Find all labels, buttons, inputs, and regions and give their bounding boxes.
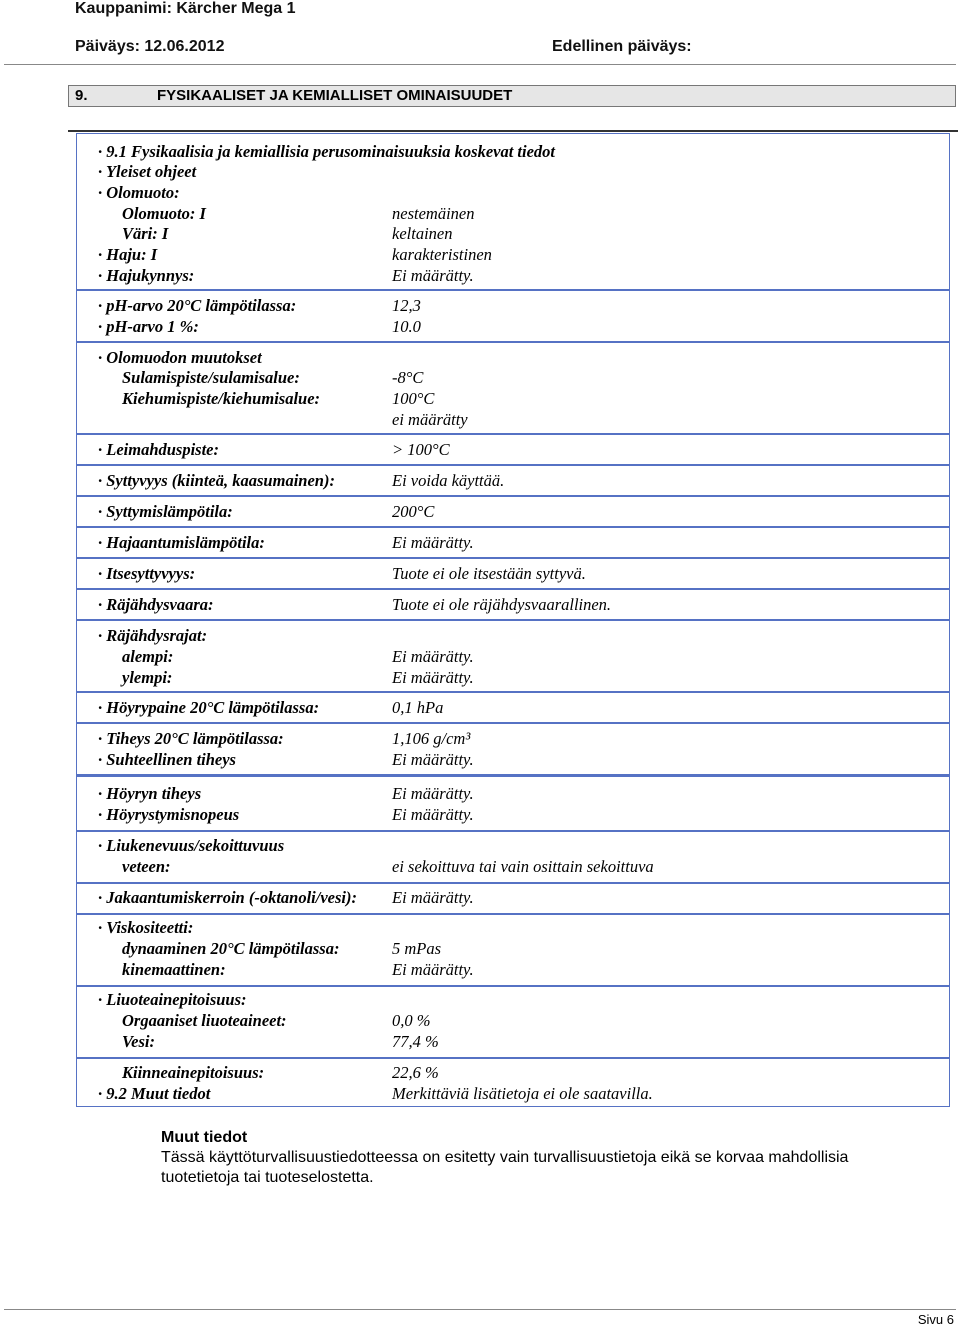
previous-date: Edellinen päiväys: — [552, 38, 692, 55]
property-value: 1,106 g/cm³ — [392, 729, 471, 748]
property-value: Ei määrätty. — [392, 266, 474, 285]
panel-separator — [77, 774, 949, 777]
property-label: Sulamispiste/sulamisalue: — [122, 368, 300, 387]
property-label: · pH-arvo 1 %: — [98, 317, 199, 336]
property-label: · Olomuodon muutokset — [98, 348, 262, 367]
property-row — [77, 182, 949, 203]
page-number: Sivu 6 — [917, 1312, 954, 1327]
panel-separator — [77, 495, 949, 497]
property-value: Ei määrätty. — [392, 960, 474, 979]
property-row — [77, 563, 949, 584]
property-label: · Yleiset ohjeet — [98, 162, 197, 181]
property-row — [77, 501, 949, 522]
panel-separator — [77, 913, 949, 915]
header-divider — [4, 64, 956, 65]
property-row — [77, 728, 949, 749]
property-row — [77, 1010, 949, 1031]
property-label: · Jakaantumiskerroin (-oktanoli/vesi): — [98, 888, 357, 907]
panel-separator — [77, 830, 949, 832]
panel-separator — [77, 557, 949, 559]
property-value: 100°C — [392, 389, 435, 408]
property-value: 200°C — [392, 502, 435, 521]
property-row — [77, 1031, 949, 1052]
property-row — [77, 917, 949, 938]
property-value: ei sekoittuva tai vain osittain sekoittuva — [392, 857, 654, 876]
property-row — [77, 856, 949, 877]
property-label: · 9.1 Fysikaalisia ja kemiallisia perusominaisuuksia koskevat tiedot — [98, 142, 555, 161]
property-value: 0,1 hPa — [392, 698, 444, 717]
property-label: · 9.2 Muut tiedot — [98, 1084, 211, 1103]
property-value: keltainen — [392, 224, 453, 243]
property-row — [77, 804, 949, 825]
property-label: Vesi: — [122, 1032, 155, 1051]
property-label: · Syttymislämpötila: — [98, 502, 233, 521]
property-row — [77, 1062, 949, 1083]
property-label: Kiehumispiste/kiehumisalue: — [122, 389, 321, 408]
property-row — [77, 347, 949, 368]
property-value: 10.0 — [392, 317, 421, 336]
properties-panel — [76, 133, 950, 1107]
property-value: Ei määrätty. — [392, 888, 474, 907]
other-info-title: Muut tiedot — [161, 1129, 248, 1146]
property-row — [77, 367, 949, 388]
panel-separator — [77, 433, 949, 435]
property-row — [77, 470, 949, 491]
property-label: · Höyrystymisnopeus — [98, 805, 240, 824]
property-value: -8°C — [392, 368, 424, 387]
property-value: 77,4 % — [392, 1032, 439, 1051]
property-row — [77, 1083, 949, 1104]
property-label: alempi: — [122, 647, 174, 666]
property-label: · Räjähdysvaara: — [98, 595, 214, 614]
property-value: 5 mPas — [392, 939, 442, 958]
panel-separator — [77, 985, 949, 987]
property-label: Kiinneainepitoisuus: — [122, 1063, 265, 1082]
property-label: ylempi: — [122, 668, 173, 687]
property-label: · Räjähdysrajat: — [98, 626, 208, 645]
panel-separator — [77, 882, 949, 884]
property-value: 12,3 — [392, 296, 421, 315]
property-label: · Haju: I — [98, 245, 158, 264]
property-label: kinemaattinen: — [122, 960, 226, 979]
panel-separator — [77, 1057, 949, 1059]
panel-separator — [77, 526, 949, 528]
property-value: nestemäinen — [392, 204, 475, 223]
property-value: Tuote ei ole itsestään syttyvä. — [392, 564, 586, 583]
property-row — [77, 223, 949, 244]
property-row — [77, 409, 949, 430]
property-label: dynaaminen 20°C lämpötilassa: — [122, 939, 340, 958]
property-row — [77, 989, 949, 1010]
property-row — [77, 439, 949, 460]
property-label: · Syttyvyys (kiinteä, kaasumainen): — [98, 471, 335, 490]
property-value: > 100°C — [392, 440, 450, 459]
section-rule — [68, 130, 958, 132]
panel-separator — [77, 691, 949, 693]
panel-separator — [77, 341, 949, 343]
property-value: Ei määrätty. — [392, 668, 474, 687]
property-value: Ei määrätty. — [392, 533, 474, 552]
property-row — [77, 295, 949, 316]
property-label: Olomuoto: I — [122, 204, 206, 223]
property-value: Ei määrätty. — [392, 750, 474, 769]
property-value: ei määrätty — [392, 410, 468, 429]
property-label: · Höyrypaine 20°C lämpötilassa: — [98, 698, 320, 717]
property-label: · Suhteellinen tiheys — [98, 750, 236, 769]
property-value: karakteristinen — [392, 245, 492, 264]
property-value: 22,6 % — [392, 1063, 439, 1082]
property-row — [77, 959, 949, 980]
property-row — [77, 625, 949, 646]
property-row — [77, 938, 949, 959]
footer-divider — [4, 1309, 956, 1310]
property-label: · Leimahduspiste: — [98, 440, 220, 459]
panel-separator — [77, 464, 949, 466]
other-info-text: Tässä käyttöturvallisuustiedotteessa on esitetty vain turvallisuustietoja eikä se korvaa mahdollisia tuotetietoja tai tuoteselostetta. — [161, 1149, 849, 1186]
property-row — [77, 835, 949, 856]
property-row — [77, 265, 949, 286]
property-label: · Hajaantumislämpötila: — [98, 533, 265, 552]
property-row — [77, 388, 949, 409]
property-value: Merkittäviä lisätietoja ei ole saatavilla. — [392, 1084, 653, 1103]
property-label: · Olomuoto: — [98, 183, 180, 202]
property-value: 0,0 % — [392, 1011, 431, 1030]
other-info — [161, 1128, 921, 1188]
property-label: Orgaaniset liuoteaineet: — [122, 1011, 287, 1030]
property-value: Ei määrätty. — [392, 647, 474, 666]
property-label: · Itsesyttyvyys: — [98, 564, 196, 583]
property-row — [77, 646, 949, 667]
property-row — [77, 161, 949, 182]
property-row — [77, 749, 949, 770]
property-row — [77, 594, 949, 615]
property-row — [77, 783, 949, 804]
property-label: veteen: — [122, 857, 171, 876]
property-value: Ei määrätty. — [392, 784, 474, 803]
property-label: · Höyryn tiheys — [98, 784, 202, 803]
property-label: Väri: I — [122, 224, 169, 243]
product-name: Kauppanimi: Kärcher Mega 1 — [75, 0, 296, 17]
section-number: 9. — [75, 87, 88, 104]
property-value: Ei määrätty. — [392, 805, 474, 824]
section-title-bar — [68, 85, 956, 107]
panel-separator — [77, 722, 949, 724]
document-date: Päiväys: 12.06.2012 — [75, 38, 225, 55]
property-row — [77, 141, 949, 162]
panel-separator — [77, 289, 949, 291]
property-row — [77, 887, 949, 908]
section-title: FYSIKAALISET JA KEMIALLISET OMINAISUUDET — [157, 87, 513, 104]
property-value: Ei voida käyttää. — [392, 471, 505, 490]
property-row — [77, 697, 949, 718]
property-row — [77, 667, 949, 688]
property-label: · Tiheys 20°C lämpötilassa: — [98, 729, 284, 748]
property-label: · Liukenevuus/sekoittuvuus — [98, 836, 285, 855]
property-row — [77, 316, 949, 337]
property-label: · pH-arvo 20°C lämpötilassa: — [98, 296, 297, 315]
panel-separator — [77, 619, 949, 621]
property-row — [77, 203, 949, 224]
property-label: · Viskositeetti: — [98, 918, 194, 937]
property-row — [77, 244, 949, 265]
panel-separator — [77, 588, 949, 590]
property-row — [77, 532, 949, 553]
property-label: · Liuoteainepitoisuus: — [98, 990, 247, 1009]
property-label: · Hajukynnys: — [98, 266, 195, 285]
property-value: Tuote ei ole räjähdysvaarallinen. — [392, 595, 612, 614]
